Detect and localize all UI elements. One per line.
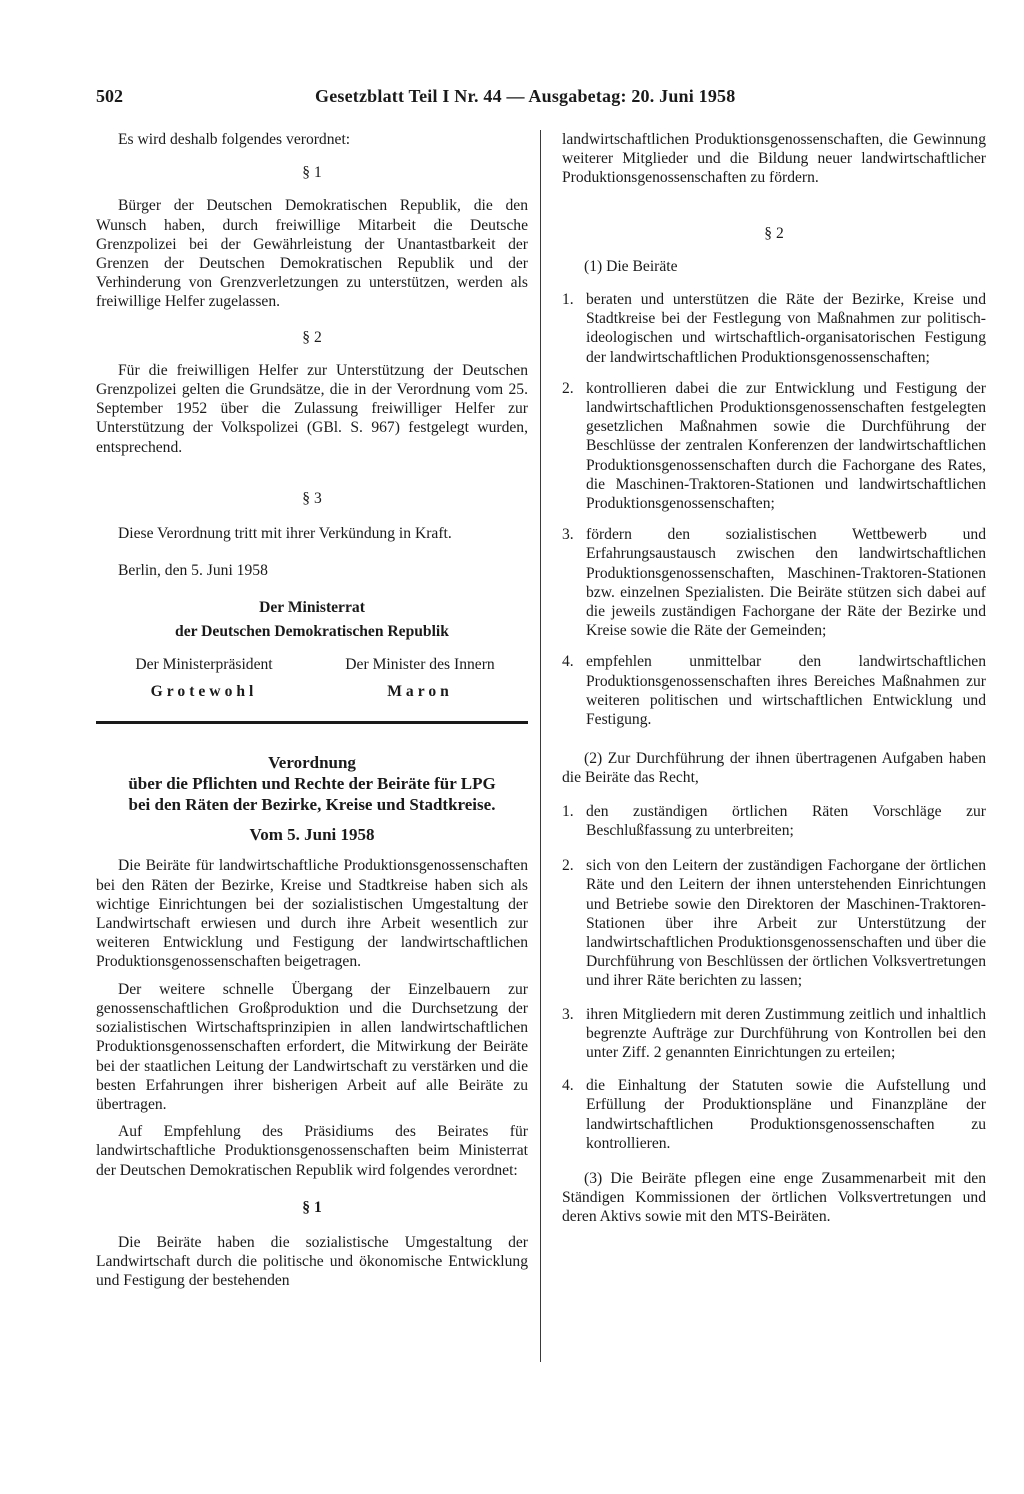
item-number: 1.: [562, 291, 574, 309]
column-divider: [540, 130, 541, 1362]
right-column: [562, 130, 986, 1227]
item-number: 3.: [562, 1005, 574, 1023]
signature-titles: [96, 655, 528, 674]
decree-title: [96, 752, 528, 815]
left-column: [96, 130, 528, 1291]
council-line-1: Der Ministerrat: [259, 599, 365, 617]
place-date: Berlin, den 5. Juni 1958: [118, 562, 268, 580]
header-title: Gesetzblatt Teil I Nr. 44 — Ausgabetag: 20. Juni 1958: [315, 86, 736, 106]
subsection-2-item: [562, 1005, 986, 1063]
decree-section-1-text: Die Beiräte haben die sozialistische Umgestaltung der Landwirtschaft durch die politische und ökonomische Entwicklung und Festigung der bestehenden: [96, 1233, 528, 1290]
subsection-2-item: [562, 802, 986, 840]
subsection-1-item: [562, 379, 986, 513]
continued-text: landwirtschaftlichen Produktionsgenossenschaften, die Gewinnung weiterer Mitglieder und die Bildung neuer landwirtschaftlicher Produktionsgenossenschaften zu fördern.: [562, 131, 986, 187]
section-2-text: Für die freiwilligen Helfer zur Unterstützung der Deutschen Grenzpolizei gelten die Grundsätze, die in der Verordnung vom 25. September 1952 über die Zulassung freiwilliger Helfer zur Unterstützung der Volkspolizei (GBl. S. 967) festgelegt wurden, entsprechend.: [96, 361, 528, 456]
section-3-text: Diese Verordnung tritt mit ihrer Verkündung in Kraft.: [118, 525, 452, 543]
item-text: sich von den Leitern der zuständigen Fachorgane der örtlichen Räte und den Leitern der ihnen unterstehenden Einrichtungen und Betriebe sowie den Direktoren der Maschinen-Traktoren-Stationen über ihre Arbeit zur Unterstützung der landwirtschaftlichen Produktionsgenossenschaften und über die Durchführung von Beschlüssen der örtlichen Volksvertretungen und ihrer Räte berichten zu lassen;: [586, 857, 986, 990]
section-1-heading: § 1: [302, 164, 322, 182]
item-number: 1.: [562, 802, 574, 820]
signature-right-name: Maron: [387, 683, 453, 701]
preamble-paragraph-3: Auf Empfehlung des Präsidiums des Beirates für landwirtschaftliche Produktionsgenossenschaften beim Ministerrat der Deutschen Demokratischen Republik wird folgendes verordnet:: [96, 1123, 528, 1179]
decree-section-2-heading: § 2: [764, 224, 784, 242]
decree-title-line-2: über die Pflichten und Rechte der Beiräte für LPG: [128, 774, 496, 794]
subsection-1-item: [562, 525, 986, 640]
item-text: beraten und unterstützen die Räte der Bezirke, Kreise und Stadtkreise bei der Festlegung von Maßnahmen zur politisch-ideologischen und wirtschaftlich-organisatorischen Festigung der landwirtschaftlichen Produktionsgenossenschaften;: [586, 291, 986, 366]
item-number: 4.: [562, 653, 574, 671]
decree-date: Vom 5. Juni 1958: [249, 825, 375, 845]
item-number: 3.: [562, 526, 574, 544]
item-text: empfehlen unmittelbar den landwirtschaftlichen Produktionsgenossenschaften ihres Bereiches Maßnahmen zur weiteren politischen und wirtschaftlichen Entwicklung und Festigung.: [586, 653, 986, 729]
signature-left-title: Der Ministerpräsident: [135, 655, 273, 673]
item-text: den zuständigen örtlichen Räten Vorschläge zur Beschlußfassung zu unterbreiten;: [586, 802, 986, 839]
item-text: fördern den sozialistischen Wettbewerb und Erfahrungsaustausch zwischen den landwirtschaftlichen Produktionsgenossenschaften, Maschinen-Traktoren-Stationen bzw. einzelnen Spezialisten. Die Beiräte stützen sich dabei auf die jeweils zuständigen Fachorgane der Räte der Bezirke und Kreise sowie die Räte der Gemeinden;: [586, 526, 986, 640]
page-header: [96, 86, 988, 114]
item-text: ihren Mitgliedern mit deren Zustimmung zeitlich und inhaltlich begrenzte Aufträge zur Durchführung von Kontrollen bei den unter Ziff. 2 genannten Einrichtungen zu erteilen;: [586, 1005, 986, 1061]
signature-left-name: Grotewohl: [150, 683, 258, 701]
signature-right-title: Der Minister des Innern: [345, 655, 495, 673]
preamble-paragraph-1: Die Beiräte für landwirtschaftliche Produktionsgenossenschaften bei den Räten der Bezirke, Kreise und Stadtkreise haben sich als wichtige Einrichtungen bei der sozialistischen Umgestaltung der Landwirtschaft erwiesen und durch ihre Arbeit wesentlich zur weiteren Entwicklung und Festigung der landwirtschaftlichen Produktionsgenossenschaften beigetragen.: [96, 857, 528, 971]
decree-section-1-heading: § 1: [302, 1198, 322, 1216]
intro-text: Es wird deshalb folgendes verordnet:: [118, 131, 351, 148]
subsection-2-item: [562, 1076, 986, 1153]
council-line-2: der Deutschen Demokratischen Republik: [175, 622, 449, 640]
subsection-2-item: [562, 856, 986, 990]
item-number: 2.: [562, 379, 574, 397]
signature-names: [96, 682, 528, 701]
decree-title-line-3: bei den Räten der Bezirke, Kreise und Stadtkreise.: [128, 795, 496, 815]
section-1-text: Bürger der Deutschen Demokratischen Republik, die den Wunsch haben, durch freiwillige Mitarbeit die Deutsche Grenzpolizei bei der Gewährleistung der Unantastbarkeit der Grenzen der Deutschen Demokratischen Republik und der Verhinderung von Grenzverletzungen zu unterstützen, werden als freiwillige Helfer zugelassen.: [96, 197, 528, 311]
item-number: 2.: [562, 857, 574, 875]
subsection-3-text: (3) Die Beiräte pflegen eine enge Zusammenarbeit mit den Ständigen Kommissionen der örtlichen Volksvertretungen und deren Aktivs sowie mit den MTS-Beiräten.: [562, 1169, 986, 1226]
item-text: kontrollieren dabei die zur Entwicklung und Festigung der landwirtschaftlichen Produktionsgenossenschaften festgelegten gesetzlichen Maßnahmen sowie die Durchführung der Beschlüsse der zentralen Konferenzen der landwirtschaftlichen Produktionsgenossenschaften durch die Fachorgane des Rates, die Maschinen-Traktoren-Stationen und landwirtschaftlichen Produktionsgenossenschaften;: [586, 379, 986, 513]
subsection-2-intro: (2) Zur Durchführung der ihnen übertragenen Aufgaben haben die Beiräte das Recht,: [562, 750, 986, 787]
subsection-1-item: [562, 290, 986, 367]
item-text: die Einhaltung der Statuten sowie die Aufstellung und Erfüllung der Produktionspläne und Finanzpläne der landwirtschaftlichen Produktionsgenossenschaften zu kontrollieren.: [586, 1077, 986, 1152]
preamble-paragraph-2: Der weitere schnelle Übergang der Einzelbauern zur genossenschaftlichen Großproduktion und die Durchsetzung der sozialistischen Wirtschaftsprinzipien in allen landwirtschaftlichen Produktionsgenossenschaften erfordert, die Mitwirkung der Beiräte bei der staatlichen Leitung der Landwirtschaft zu verstärken und die besten Erfahrungen ihrer bisherigen Arbeit auf alle Beiräte zu übertragen.: [96, 980, 528, 1113]
section-2-heading: § 2: [302, 328, 322, 346]
section-3-heading: § 3: [302, 489, 322, 507]
item-number: 4.: [562, 1077, 574, 1095]
subsection-1-intro: (1) Die Beiräte: [584, 257, 678, 275]
subsection-1-item: [562, 652, 986, 729]
page-number: 502: [96, 86, 123, 106]
decree-title-line-1: Verordnung: [268, 753, 356, 773]
